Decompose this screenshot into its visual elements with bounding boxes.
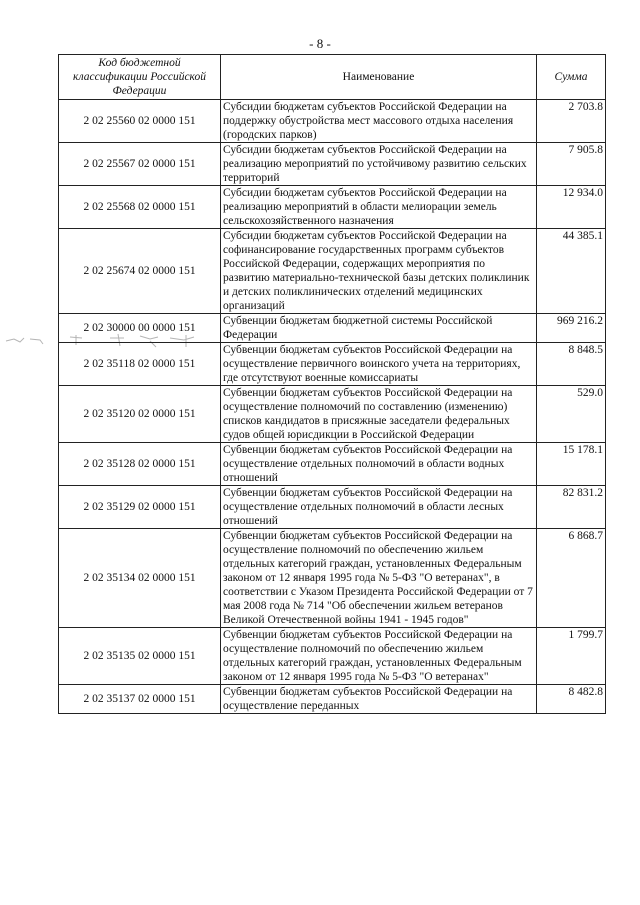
row-sum: 529.0 (537, 386, 606, 443)
row-sum: 44 385.1 (537, 229, 606, 314)
row-sum: 8 482.8 (537, 685, 606, 714)
table-row (59, 314, 606, 343)
row-sum: 15 178.1 (537, 443, 606, 486)
table-row (59, 229, 606, 314)
table-row (59, 386, 606, 443)
row-sum: 7 905.8 (537, 143, 606, 186)
header-sum: Сумма (537, 55, 606, 100)
row-sum: 12 934.0 (537, 186, 606, 229)
row-code: 2 02 35120 02 0000 151 (59, 386, 221, 443)
row-sum: 2 703.8 (537, 100, 606, 143)
table-header-row (59, 55, 606, 100)
row-name: Субвенции бюджетам субъектов Российской Федерации на осуществление полномочий по обеспечению жильем отдельных категорий граждан, установленных Федеральным законом от 12 января 1995 года № 5-ФЗ "О ветеранах" (221, 628, 537, 685)
row-sum: 82 831.2 (537, 486, 606, 529)
page-number: - 8 - (309, 36, 331, 51)
row-name: Субсидии бюджетам субъектов Российской Федерации на поддержку обустройства мест массового отдыха населения (городских парков) (221, 100, 537, 143)
row-name: Субвенции бюджетам субъектов Российской Федерации на осуществление первичного воинского учета на территориях, где отсутствуют военные комиссариаты (221, 343, 537, 386)
row-code: 2 02 25674 02 0000 151 (59, 229, 221, 314)
row-code: 2 02 35135 02 0000 151 (59, 628, 221, 685)
table-row (59, 529, 606, 628)
row-code: 2 02 25567 02 0000 151 (59, 143, 221, 186)
row-code: 2 02 35137 02 0000 151 (59, 685, 221, 714)
table-row (59, 628, 606, 685)
row-code: 2 02 25560 02 0000 151 (59, 100, 221, 143)
table-row (59, 443, 606, 486)
table-row (59, 100, 606, 143)
row-code: 2 02 35118 02 0000 151 (59, 343, 221, 386)
row-sum: 8 848.5 (537, 343, 606, 386)
table-row (59, 143, 606, 186)
row-sum: 969 216.2 (537, 314, 606, 343)
table-row (59, 685, 606, 714)
header-code: Код бюджетной классификации Российской Федерации (59, 55, 221, 100)
row-sum: 6 868.7 (537, 529, 606, 628)
row-name: Субсидии бюджетам субъектов Российской Федерации на реализацию мероприятий в области мелиорации земель сельскохозяйственного назначения (221, 186, 537, 229)
row-sum: 1 799.7 (537, 628, 606, 685)
table-row (59, 186, 606, 229)
row-name: Субвенции бюджетам субъектов Российской Федерации на осуществление переданных (221, 685, 537, 714)
budget-classification-table (58, 54, 606, 714)
row-name: Субвенции бюджетам субъектов Российской Федерации на осуществление отдельных полномочий в области водных отношений (221, 443, 537, 486)
row-name: Субвенции бюджетам субъектов Российской Федерации на осуществление отдельных полномочий в области лесных отношений (221, 486, 537, 529)
row-name: Субвенции бюджетам бюджетной системы Российской Федерации (221, 314, 537, 343)
table-row (59, 343, 606, 386)
row-name: Субсидии бюджетам субъектов Российской Федерации на софинансирование государственных программ субъектов Российской Федерации, содержащих мероприятия по развитию материально-технической базы детских поликлиник и детских поликлинических отделений медицинских организаций (221, 229, 537, 314)
row-code: 2 02 35129 02 0000 151 (59, 486, 221, 529)
row-code: 2 02 25568 02 0000 151 (59, 186, 221, 229)
table-row (59, 486, 606, 529)
row-name: Субвенции бюджетам субъектов Российской Федерации на осуществление полномочий по обеспечению жильем отдельных категорий граждан, установленных Федеральным законом от 12 января 1995 года № 5-ФЗ "О ветеранах", в соответствии с Указом Президента Российской Федерации от 7 мая 2008 года № 714 "Об обеспечении жильем ветеранов Великой Отечественной войны 1941 - 1945 годов" (221, 529, 537, 628)
row-code: 2 02 30000 00 0000 151 (59, 314, 221, 343)
header-name: Наименование (221, 55, 537, 100)
row-name: Субвенции бюджетам субъектов Российской Федерации на осуществление полномочий по составлению (изменению) списков кандидатов в присяжные заседатели федеральных судов общей юрисдикции в Российской Федерации (221, 386, 537, 443)
row-code: 2 02 35134 02 0000 151 (59, 529, 221, 628)
row-code: 2 02 35128 02 0000 151 (59, 443, 221, 486)
row-name: Субсидии бюджетам субъектов Российской Федерации на реализацию мероприятий по устойчивому развитию сельских территорий (221, 143, 537, 186)
